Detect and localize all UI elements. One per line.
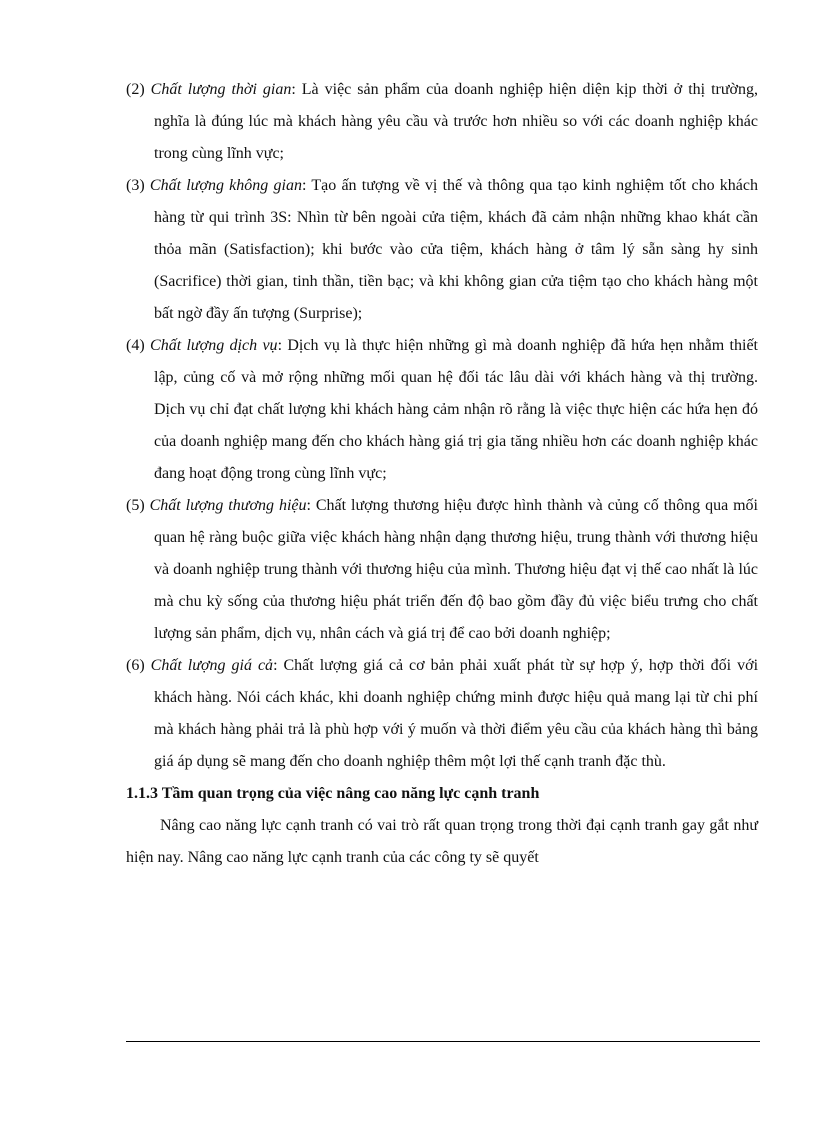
section-heading: 1.1.3 Tầm quan trọng của việc nâng cao năng lực cạnh tranh bbox=[126, 785, 540, 802]
item-text: : Dịch vụ là thực hiện những gì mà doanh nghiệp đã hứa hẹn nhằm thiết lập, củng cố và mở rộng những mối quan hệ đối tác lâu dài với khách hàng và thị trường. Dịch vụ chỉ đạt chất lượng khi khách hàng cảm nhận rõ rằng là việc thực hiện các hứa hẹn đó của doanh nghiệp mang đến cho khách hàng giá trị gia tăng nhiều hơn các doanh nghiệp khác đang hoạt động trong cùng lĩnh vực; bbox=[154, 337, 758, 482]
list-item-service-quality bbox=[126, 330, 758, 490]
item-title: Chất lượng thương hiệu bbox=[149, 497, 307, 514]
item-text: : Chất lượng thương hiệu được hình thành và củng cố thông qua mối quan hệ ràng buộc giữa việc khách hàng nhận dạng thương hiệu, trung thành với thương hiệu và doanh nghiệp trung thành với thương hiệu của mình. Thương hiệu đạt vị thế cao nhất là lúc mà chu kỳ sống của thương hiệu phát triển đến độ bao gồm đầy đủ việc biểu trưng cho chất lượng sản phẩm, dịch vụ, nhân cách và giá trị để cao bởi doanh nghiệp; bbox=[154, 497, 758, 642]
list-item-time-quality bbox=[126, 74, 758, 170]
item-number: (2) bbox=[126, 81, 151, 98]
item-text: : Chất lượng giá cả cơ bản phải xuất phát từ sự hợp ý, hợp thời đối với khách hàng. Nói cách khác, khi doanh nghiệp chứng minh được hiệu quả mang lại từ chi phí mà khách hàng phải trả là phù hợp với ý muốn và thời điểm yêu cầu của khách hàng thì bảng giá áp dụng sẽ mang đến cho doanh nghiệp thêm một lợi thế cạnh tranh đặc thù. bbox=[154, 657, 759, 770]
list-item-space-quality bbox=[126, 170, 758, 330]
footer-divider bbox=[126, 1041, 760, 1042]
item-number: (6) bbox=[126, 657, 151, 674]
list-item-price-quality bbox=[126, 650, 758, 778]
item-title: Chất lượng thời gian bbox=[150, 81, 292, 98]
item-number: (3) bbox=[126, 177, 150, 194]
list-item-brand-quality bbox=[126, 490, 758, 650]
item-title: Chất lượng dịch vụ bbox=[150, 337, 278, 354]
page-content bbox=[126, 74, 758, 874]
item-number: (5) bbox=[126, 497, 150, 514]
item-text: : Tạo ấn tượng về vị thế và thông qua tạo kinh nghiệm tốt cho khách hàng từ qui trình 3S: Nhìn từ bên ngoài cửa tiệm, khách đã cảm nhận những khao khát cần thỏa mãn (Satisfaction); khi bước vào cửa tiệm, khách hàng ở tâm lý sẵn sàng hy sinh (Sacrifice) thời gian, tinh thần, tiền bạc; và khi không gian cửa tiệm tạo cho khách hàng một bất ngờ đầy ấn tượng (Surprise); bbox=[154, 177, 759, 322]
body-paragraph: Nâng cao năng lực cạnh tranh có vai trò rất quan trọng trong thời đại cạnh tranh gay gắt như hiện nay. Nâng cao năng lực cạnh tranh của các công ty sẽ quyết bbox=[126, 817, 758, 866]
item-title: Chất lượng không gian bbox=[149, 177, 302, 194]
item-text: : Là việc sản phẩm của doanh nghiệp hiện diện kịp thời ở thị trường, nghĩa là đúng lúc mà khách hàng yêu cầu và trước hơn nhiều so với các doanh nghiệp khác trong cùng lĩnh vực; bbox=[154, 81, 759, 162]
item-title: Chất lượng giá cả bbox=[150, 657, 274, 674]
item-number: (4) bbox=[126, 337, 151, 354]
